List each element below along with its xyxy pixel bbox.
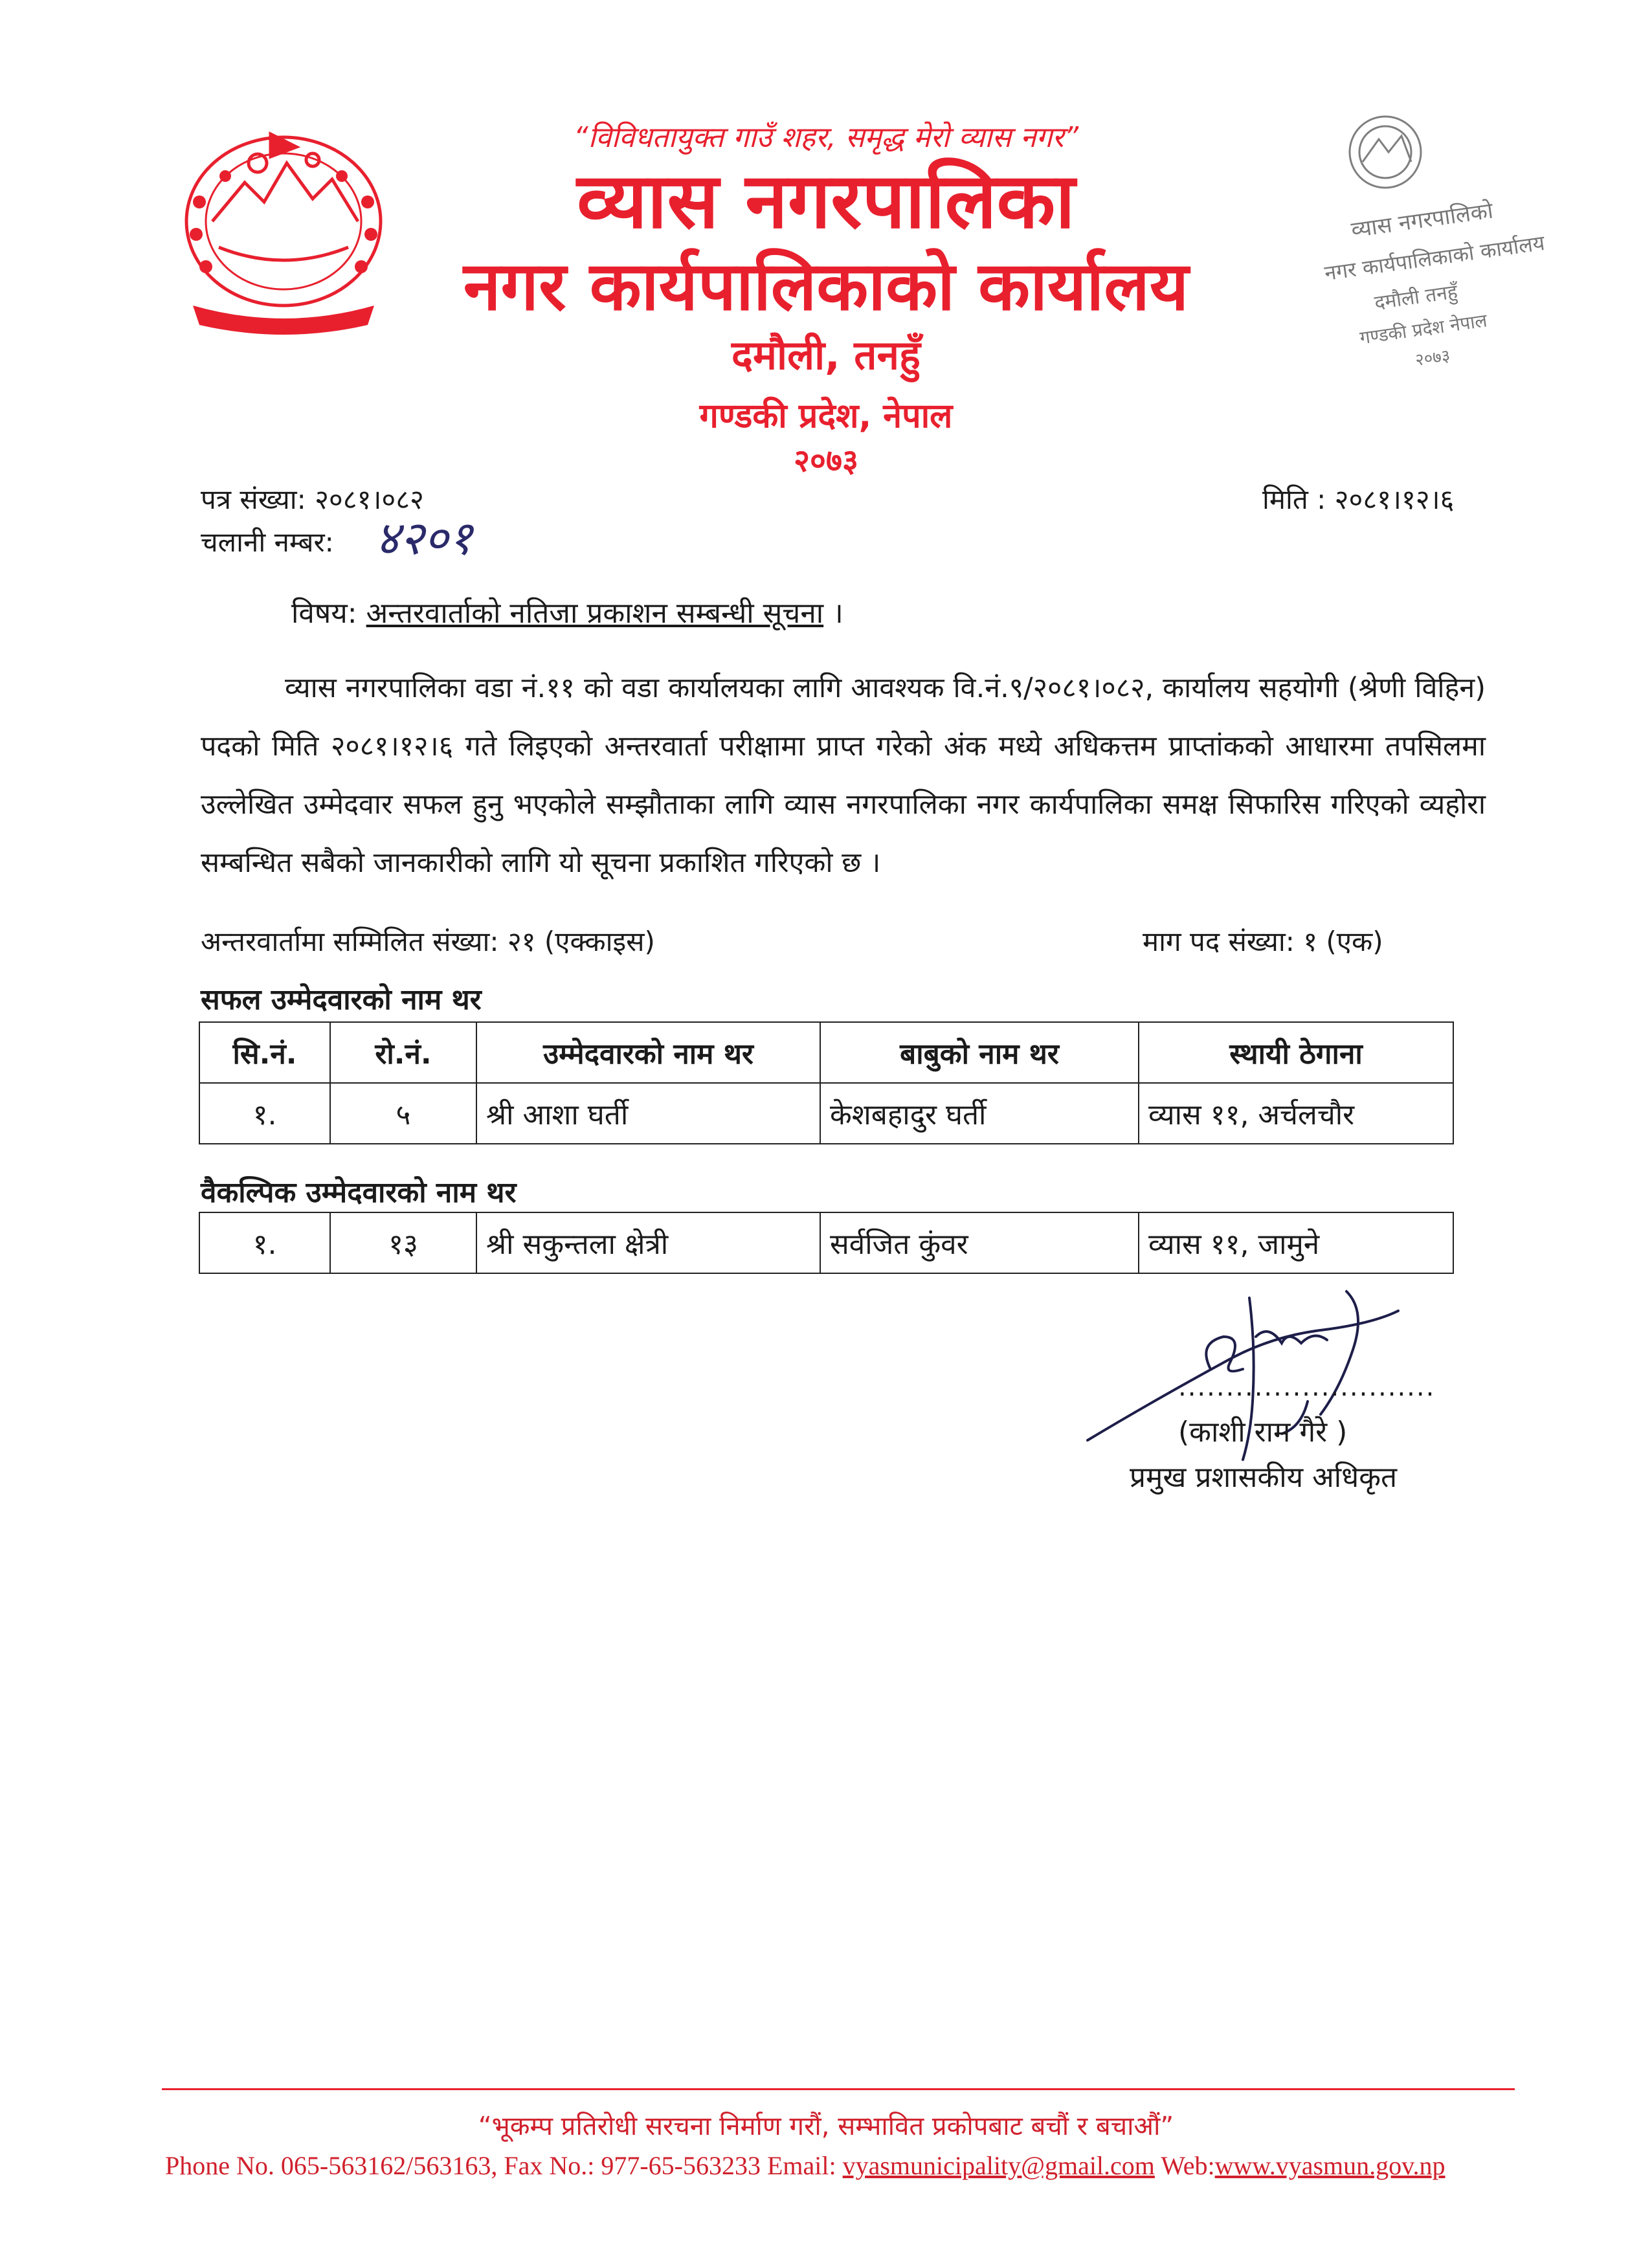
participants-count: अन्तरवार्तामा सम्मिलित संख्या: २१ (एक्काइस): [201, 926, 655, 957]
dispatch-number: ४२०१: [375, 511, 473, 565]
col-candidate: उम्मेदवारको नाम थर: [476, 1022, 820, 1083]
cell-roll: १३: [330, 1212, 476, 1273]
office-name: नगर कार्यपालिकाको कार्यालय: [463, 247, 1189, 326]
signatory-name: (काशी राम गैरे ): [1178, 1416, 1348, 1449]
svg-text:दमौली तनहुँ: दमौली तनहुँ: [1373, 280, 1459, 315]
footer-slogan: “भूकम्प प्रतिरोधी सरचना निर्माण गरौं, सम्भावित प्रकोपबाट बचौं र बचाऔं”: [478, 2112, 1174, 2141]
letter-body-text: व्यास नगरपालिका वडा नं.११ को वडा कार्यालयका लागि आवश्यक वि.नं.९/२०८१।०८२, कार्यालय सहयोगी (श्रेणी विहिन) पदको मिति २०८१।१२।६ गते लिइएको अन्तरवार्ता परीक्षामा प्राप्त गरेको अंक मध्ये अधिकत्तम प्राप्तांकको आधारमा तपसिलमा उल्लेखित उम्मेदवार सफल हुनु भएकोले सम्झौताका लागि व्यास नगरपालिका नगर कार्यपालिका समक्ष सिफारिस गरिएको व्यहोरा सम्बन्धित सबैको जानकारीको लागि यो सूचना प्रकाशित गरिएको छ ।: [201, 672, 1486, 879]
organization-name: व्यास नगरपालिका: [577, 156, 1075, 245]
letter-body: [201, 659, 1486, 892]
cell-serial: १.: [199, 1212, 330, 1273]
office-location: दमौली, तनहुँ: [731, 331, 921, 379]
subject-end: ।: [832, 597, 843, 630]
footer-email-link[interactable]: vyasmunicipality@gmail.com: [842, 2151, 1155, 2180]
successful-table: [199, 1021, 1454, 1144]
header-slogan: “विविधतायुक्त गाउँ शहर, समृद्ध मेरो व्यास नगर”: [573, 121, 1079, 154]
table-row: [199, 1083, 1453, 1144]
established-year: २०७३: [794, 443, 858, 479]
signatory-title: प्रमुख प्रशासकीय अधिकृत: [1130, 1461, 1398, 1494]
table-header-row: [199, 1022, 1453, 1083]
svg-text:व्यास नगरपालिको: व्यास नगरपालिको: [1349, 197, 1495, 243]
cell-father: केशबहादुर घर्ती: [820, 1083, 1139, 1144]
footer-phone: Phone No. 065-563162/563163, Fax No.: 977-65-563233 Email:: [165, 2151, 836, 2180]
successful-heading: सफल उम्मेदवारको नाम थर: [201, 983, 482, 1016]
letter-date: मिति : २०८१।१२।६: [1262, 484, 1455, 515]
col-roll: रो.नं.: [330, 1022, 476, 1083]
col-address: स्थायी ठेगाना: [1139, 1022, 1453, 1083]
dispatch-label: चलानी नम्बर:: [201, 526, 334, 558]
alternate-table: [199, 1212, 1454, 1274]
subject-line: [291, 592, 843, 631]
subject-text: अन्तरवार्ताको नतिजा प्रकाशन सम्बन्धी सूचना: [366, 597, 824, 630]
office-province: गण्डकी प्रदेश, नेपाल: [699, 397, 953, 436]
signature-line: ...........................: [1178, 1372, 1436, 1402]
footer-web-link[interactable]: www.vyasmun.gov.np: [1214, 2151, 1446, 2180]
cell-roll: ५: [330, 1083, 476, 1144]
footer-web-label: Web:: [1161, 2151, 1215, 2180]
cell-candidate: श्री सकुन्तला क्षेत्री: [476, 1212, 820, 1273]
col-father: बाबुको नाम थर: [820, 1022, 1139, 1083]
col-serial: सि.नं.: [199, 1022, 330, 1083]
alternate-heading: वैकल्पिक उम्मेदवारको नाम थर: [201, 1176, 517, 1209]
svg-text:नगर कार्यपालिकाको कार्यालय: नगर कार्यपालिकाको कार्यालय: [1323, 230, 1546, 286]
subject-prefix: विषय:: [291, 597, 357, 630]
cell-candidate: श्री आशा घर्ती: [476, 1083, 820, 1144]
footer-divider: [162, 2088, 1515, 2090]
cell-address: व्यास ११, अर्चलचौर: [1139, 1083, 1453, 1144]
cell-father: सर्वजित कुंवर: [820, 1212, 1139, 1273]
svg-text:२०७३: २०७३: [1414, 346, 1452, 370]
footer-contact: [165, 2150, 1446, 2181]
positions-count: माग पद संख्या: १ (एक): [1143, 926, 1383, 957]
cell-address: व्यास ११, जामुने: [1139, 1212, 1453, 1273]
table-row: [199, 1212, 1453, 1273]
reference-number: पत्र संख्या: २०८१।०८२: [201, 484, 424, 515]
svg-text:गण्डकी प्रदेश नेपाल: गण्डकी प्रदेश नेपाल: [1358, 309, 1489, 349]
cell-serial: १.: [199, 1083, 330, 1144]
